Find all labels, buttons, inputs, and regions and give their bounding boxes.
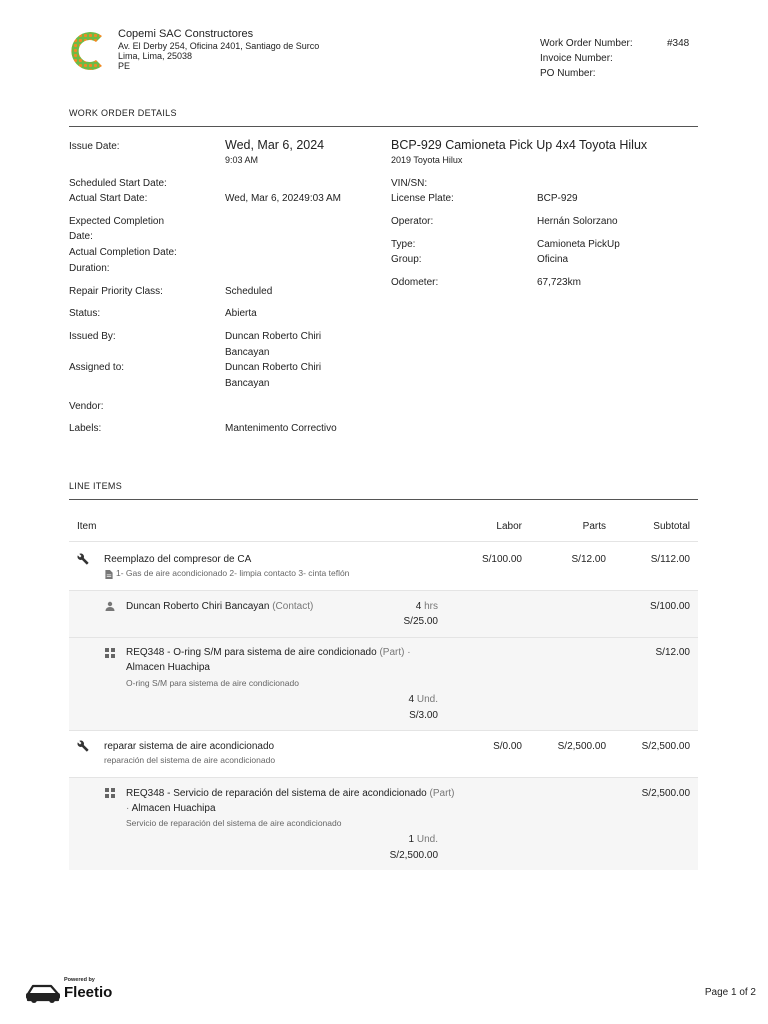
odometer-label: Odometer:: [391, 277, 439, 288]
company-name: Copemi SAC Constructores: [118, 28, 254, 40]
license-plate-label: License Plate:: [391, 193, 454, 204]
work-order-details-heading: WORK ORDER DETAILS: [69, 108, 177, 118]
contact-qty-unit: hrs: [424, 601, 438, 612]
type-value: Camioneta PickUp: [537, 239, 620, 250]
company-logo: [68, 28, 104, 74]
group-value: Oficina: [537, 254, 569, 265]
column-header-item: Item: [77, 521, 97, 532]
part-qty-unit: Und.: [416, 694, 438, 705]
part-tag: (Part) ·: [126, 788, 455, 814]
section-divider: [69, 499, 698, 500]
line-item-parts: S/12.00: [571, 554, 606, 565]
part-location: Almacen Huachipa: [131, 803, 216, 814]
type-label: Type:: [391, 239, 416, 250]
contact-name: Duncan Roberto Chiri Bancayan: [126, 601, 270, 612]
wrench-icon: [77, 553, 89, 565]
part-rate: S/2,500.00: [389, 850, 438, 861]
license-plate-value: BCP-929: [537, 193, 578, 204]
issue-time-value: 9:03 AM: [225, 155, 259, 165]
expected-completion-label: Expected Completion: [69, 216, 165, 227]
scheduled-start-label: Scheduled Start Date:: [69, 178, 167, 189]
line-item-subtotal: S/112.00: [650, 554, 690, 565]
issued-by-value-cont: Bancayan: [225, 347, 270, 358]
wrench-icon: [77, 740, 89, 752]
part-qty-value: 1: [408, 834, 415, 845]
part-icon: [105, 648, 115, 658]
line-item-parts: S/2,500.00: [557, 741, 606, 752]
vehicle-title: BCP-929 Camioneta Pick Up 4x4 Toyota Hilux: [391, 138, 648, 152]
assigned-to-label: Assigned to:: [69, 362, 125, 373]
part-rate: S/3.00: [409, 710, 438, 721]
contact-row: [126, 599, 313, 614]
status-value: Abierta: [225, 308, 257, 319]
row-divider: [69, 730, 698, 731]
page-number: Page 1 of 2: [704, 987, 756, 998]
section-divider: [69, 126, 698, 127]
powered-by-label: Powered by: [64, 977, 95, 983]
part-quantity: [340, 832, 438, 847]
operator-value: Hernán Solorzano: [537, 216, 618, 227]
part-row: [126, 786, 456, 816]
person-icon: [105, 601, 115, 611]
column-header-subtotal: Subtotal: [653, 521, 690, 532]
line-item-note: 1- Gas de aire acondicionado 2- limpia contacto 3- cinta teflón: [116, 568, 350, 578]
part-qty-unit: Und.: [416, 834, 438, 845]
contact-quantity: [360, 599, 438, 614]
line-item-labor: S/0.00: [493, 741, 522, 752]
car-icon: [25, 982, 61, 1004]
po-number-label: PO Number:: [540, 68, 596, 79]
contact-tag: (Contact): [272, 601, 314, 612]
assigned-to-value-cont: Bancayan: [225, 378, 270, 389]
labels-label: Labels:: [69, 423, 102, 434]
status-label: Status:: [69, 308, 101, 319]
fleetio-brand: Fleetio: [64, 984, 113, 1001]
company-address-line1: Av. El Derby 254, Oficina 2401, Santiago de Surco: [118, 41, 320, 51]
part-subtotal: S/2,500.00: [641, 788, 690, 799]
line-items-heading: LINE ITEMS: [69, 481, 123, 491]
issue-date-value: Wed, Mar 6, 2024: [225, 138, 325, 152]
vendor-label: Vendor:: [69, 401, 104, 412]
row-divider: [69, 541, 698, 542]
contact-rate: S/25.00: [403, 616, 438, 627]
part-title: REQ348 - Servicio de reparación del sistema de aire acondicionado: [126, 788, 427, 799]
company-country: PE: [118, 61, 131, 71]
line-item-labor: S/100.00: [481, 554, 522, 565]
contact-qty-value: 4: [415, 601, 422, 612]
column-header-labor: Labor: [496, 521, 522, 532]
invoice-number-label: Invoice Number:: [540, 53, 613, 64]
note-icon: [105, 570, 113, 579]
issued-by-value: Duncan Roberto Chiri: [225, 331, 322, 342]
contact-subtotal: S/100.00: [649, 601, 690, 612]
vin-label: VIN/SN:: [391, 178, 428, 189]
actual-start-value: Wed, Mar 6, 20249:03 AM: [225, 193, 341, 204]
expected-completion-label-cont: Date:: [69, 231, 93, 242]
issue-date-label: Issue Date:: [69, 141, 120, 152]
vehicle-subtitle: 2019 Toyota Hilux: [391, 155, 463, 165]
part-title: REQ348 - O-ring S/M para sistema de aire condicionado: [126, 647, 377, 658]
operator-label: Operator:: [391, 216, 434, 227]
line-item-note: reparación del sistema de aire acondicionado: [104, 755, 276, 765]
company-address-line2: Lima, Lima, 25038: [118, 51, 193, 61]
line-item-subtotal: S/2,500.00: [641, 741, 690, 752]
work-order-number-label: Work Order Number:: [540, 38, 633, 49]
part-subtotal: S/12.00: [655, 647, 690, 658]
work-order-number-value: #348: [667, 38, 690, 49]
part-description: Servicio de reparación del sistema de aire acondicionado: [126, 818, 342, 828]
part-location: Almacen Huachipa: [126, 662, 210, 673]
issued-by-label: Issued By:: [69, 331, 116, 342]
line-item-title: reparar sistema de aire acondicionado: [104, 741, 275, 752]
repair-priority-value: Scheduled: [225, 286, 273, 297]
group-label: Group:: [391, 254, 422, 265]
duration-label: Duration:: [69, 263, 110, 274]
odometer-value: 67,723km: [537, 277, 581, 288]
actual-completion-label: Actual Completion Date:: [69, 247, 177, 258]
actual-start-label: Actual Start Date:: [69, 193, 148, 204]
part-qty-value: 4: [408, 694, 415, 705]
part-tag: (Part) ·: [379, 647, 411, 658]
part-row: [126, 645, 426, 675]
line-item-title: Reemplazo del compresor de CA: [104, 554, 252, 565]
part-description: O-ring S/M para sistema de aire condicionado: [126, 678, 299, 688]
repair-priority-label: Repair Priority Class:: [69, 286, 163, 297]
labels-value: Mantenimento Correctivo: [225, 423, 337, 434]
part-icon: [105, 788, 115, 798]
assigned-to-value: Duncan Roberto Chiri: [225, 362, 322, 373]
column-header-parts: Parts: [582, 521, 606, 532]
part-quantity: [360, 692, 438, 707]
